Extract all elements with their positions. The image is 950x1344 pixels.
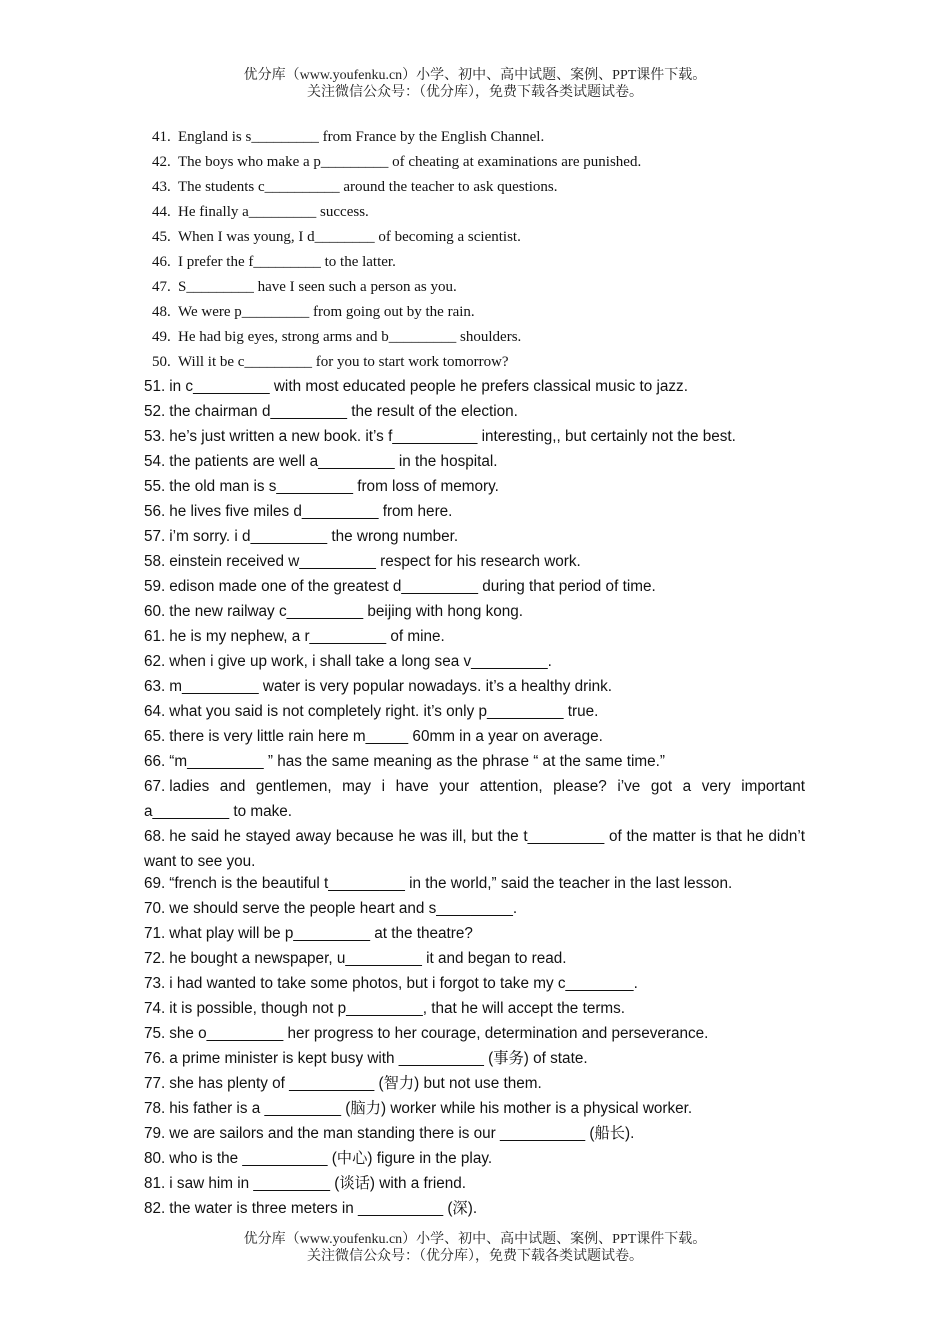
question-number: 57.	[144, 528, 166, 545]
question-number: 64.	[144, 703, 166, 720]
question-item	[144, 477, 499, 497]
question-text: Will it be c_________ for you to start work tomorrow?	[178, 354, 509, 370]
question-text: ladies and gentlemen, may i have your attention, please? i’ve got a very important a_________ to make.	[144, 778, 805, 820]
question-text: m_________ water is very popular nowadays. it’s a healthy drink.	[169, 678, 612, 695]
question-item	[144, 677, 612, 697]
question-number: 46.	[152, 254, 171, 270]
question-item	[144, 552, 581, 572]
question-number: 61.	[144, 628, 166, 645]
question-item	[144, 727, 603, 747]
question-item	[144, 1199, 477, 1219]
question-text: it is possible, though not p_________, that he will accept the terms.	[169, 1000, 626, 1017]
question-text: he is my nephew, a r_________ of mine.	[169, 628, 445, 645]
question-item	[144, 1174, 466, 1194]
footer-line-1: 优分库（www.youfenku.cn）小学、初中、高中试题、案例、PPT课件下载。	[243, 1232, 707, 1247]
question-text: einstein received w_________ respect for his research work.	[169, 553, 581, 570]
question-item	[152, 127, 544, 147]
question-text: “french is the beautiful t_________ in the world,” said the teacher in the last lesson.	[169, 875, 733, 892]
question-item	[144, 452, 498, 472]
question-number: 59.	[144, 578, 166, 595]
question-text: what you said is not completely right. it’s only p_________ true.	[169, 703, 599, 720]
question-text: the new railway c_________ beijing with hong kong.	[169, 603, 524, 620]
question-item	[144, 999, 625, 1019]
question-text: The boys who make a p_________ of cheating at examinations are punished.	[178, 154, 642, 170]
question-item	[144, 1149, 492, 1169]
question-item	[144, 752, 665, 772]
question-item	[144, 502, 452, 522]
question-number: 69.	[144, 875, 166, 892]
question-number: 48.	[152, 304, 171, 320]
question-number: 49.	[152, 329, 171, 345]
question-number: 58.	[144, 553, 166, 570]
question-number: 41.	[152, 129, 171, 145]
question-text: what play will be p_________ at the theatre?	[169, 925, 473, 942]
question-number: 65.	[144, 728, 166, 745]
question-number: 66.	[144, 753, 166, 770]
question-item	[144, 1074, 542, 1094]
question-number: 55.	[144, 478, 166, 495]
question-item	[144, 652, 552, 672]
question-number: 53.	[144, 428, 166, 445]
question-text: she o_________ her progress to her courage, determination and perseverance.	[169, 1025, 709, 1042]
question-text: the water is three meters in __________ (深).	[169, 1200, 478, 1217]
question-item	[144, 1024, 708, 1044]
header-line-1: 优分库（www.youfenku.cn）小学、初中、高中试题、案例、PPT课件下载。	[243, 68, 707, 83]
question-item	[144, 527, 458, 547]
question-number: 81.	[144, 1175, 166, 1192]
question-number: 71.	[144, 925, 166, 942]
question-item	[152, 177, 558, 197]
question-text: he said he stayed away because he was ill, but the t_________ of the matter is that he didn’t want to see you.	[144, 828, 805, 870]
question-number: 75.	[144, 1025, 166, 1042]
question-text: in c_________ with most educated people he prefers classical music to jazz.	[169, 378, 688, 395]
question-number: 50.	[152, 354, 171, 370]
question-item	[152, 302, 475, 322]
question-number: 54.	[144, 453, 166, 470]
question-number: 77.	[144, 1075, 166, 1092]
question-number: 62.	[144, 653, 166, 670]
question-item	[152, 352, 509, 372]
question-item	[144, 924, 473, 944]
question-item	[144, 874, 732, 894]
question-text: we should serve the people heart and s_________.	[169, 900, 518, 917]
question-text: i saw him in _________ (谈话) with a friend.	[169, 1175, 466, 1192]
question-text: I prefer the f_________ to the latter.	[178, 254, 396, 270]
question-text: We were p_________ from going out by the rain.	[178, 304, 475, 320]
question-text: the patients are well a_________ in the hospital.	[169, 453, 498, 470]
question-text: i had wanted to take some photos, but i forgot to take my c________.	[169, 975, 638, 992]
question-number: 42.	[152, 154, 171, 170]
question-item	[144, 402, 518, 422]
page-header	[0, 67, 950, 101]
question-number: 68.	[144, 828, 166, 845]
question-number: 67.	[144, 778, 166, 795]
question-item	[144, 824, 805, 874]
question-text: he lives five miles d_________ from here.	[169, 503, 453, 520]
question-number: 51.	[144, 378, 166, 395]
question-text: the old man is s_________ from loss of memory.	[169, 478, 499, 495]
question-item	[144, 899, 517, 919]
question-item	[144, 702, 598, 722]
question-text: i’m sorry. i d_________ the wrong number.	[169, 528, 459, 545]
question-item	[144, 377, 688, 397]
question-text: she has plenty of __________ (智力) but not use them.	[169, 1075, 542, 1092]
question-item	[144, 602, 523, 622]
question-item	[152, 252, 396, 272]
question-number: 45.	[152, 229, 171, 245]
question-number: 63.	[144, 678, 166, 695]
question-number: 52.	[144, 403, 166, 420]
question-text: S_________ have I seen such a person as you.	[178, 279, 457, 295]
question-item	[144, 974, 638, 994]
question-text: who is the __________ (中心) figure in the play.	[169, 1150, 493, 1167]
question-text: a prime minister is kept busy with __________ (事务) of state.	[169, 1050, 588, 1067]
question-text: When I was young, I d________ of becoming a scientist.	[178, 229, 521, 245]
question-item	[144, 949, 566, 969]
question-item	[152, 202, 369, 222]
question-text: England is s_________ from France by the English Channel.	[178, 129, 545, 145]
question-item	[152, 327, 521, 347]
question-number: 74.	[144, 1000, 166, 1017]
question-text: we are sailors and the man standing there is our __________ (船长).	[169, 1125, 635, 1142]
question-text: He had big eyes, strong arms and b_________ shoulders.	[178, 329, 522, 345]
question-number: 47.	[152, 279, 171, 295]
question-number: 72.	[144, 950, 166, 967]
question-item	[144, 627, 445, 647]
question-text: edison made one of the greatest d_________ during that period of time.	[169, 578, 656, 595]
question-text: the chairman d_________ the result of the election.	[169, 403, 518, 420]
question-number: 70.	[144, 900, 166, 917]
question-text: when i give up work, i shall take a long sea v_________.	[169, 653, 552, 670]
question-number: 82.	[144, 1200, 166, 1217]
question-number: 76.	[144, 1050, 166, 1067]
header-line-2: 关注微信公众号：（优分库），免费下载各类试题试卷。	[307, 85, 643, 100]
question-number: 56.	[144, 503, 166, 520]
question-item	[152, 152, 641, 172]
question-number: 73.	[144, 975, 166, 992]
question-text: He finally a_________ success.	[178, 204, 369, 220]
question-text: he bought a newspaper, u_________ it and began to read.	[169, 950, 567, 967]
question-number: 80.	[144, 1150, 166, 1167]
question-item	[144, 774, 805, 824]
question-item	[152, 277, 457, 297]
question-item	[144, 427, 736, 447]
question-item	[152, 227, 521, 247]
question-number: 60.	[144, 603, 166, 620]
footer-line-2: 关注微信公众号：（优分库），免费下载各类试题试卷。	[307, 1249, 643, 1264]
question-number: 44.	[152, 204, 171, 220]
question-item	[144, 1049, 588, 1069]
question-item	[144, 1124, 634, 1144]
question-text: The students c__________ around the teacher to ask questions.	[178, 179, 558, 195]
page-footer	[0, 1231, 950, 1265]
question-text: his father is a _________ (脑力) worker while his mother is a physical worker.	[169, 1100, 693, 1117]
question-text: there is very little rain here m_____ 60mm in a year on average.	[169, 728, 603, 745]
question-text: “m_________ ” has the same meaning as the phrase “ at the same time.”	[169, 753, 665, 770]
question-number: 78.	[144, 1100, 166, 1117]
question-item	[144, 577, 656, 597]
question-item	[144, 1099, 692, 1119]
question-number: 79.	[144, 1125, 166, 1142]
question-number: 43.	[152, 179, 171, 195]
question-text: he’s just written a new book. it’s f__________ interesting,, but certainly not the best.	[169, 428, 736, 445]
